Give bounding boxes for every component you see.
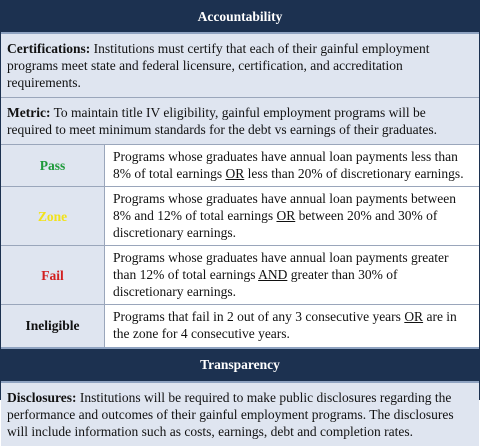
accountability-title: Accountability <box>197 8 283 24</box>
tier-row-ineligible <box>1 305 479 347</box>
tier-label-ineligible <box>1 305 105 347</box>
disclosures-label: Disclosures: <box>7 389 77 405</box>
tier-desc-ineligible <box>105 305 480 347</box>
tier-row-pass <box>1 145 479 187</box>
ineligible-desc-post: are in the zone for 4 consecutive years. <box>113 309 457 342</box>
metric-block <box>1 98 479 144</box>
fail-desc-post: greater than 30% of discretionary earnings. <box>113 267 398 299</box>
tier-table <box>1 144 479 347</box>
transparency-title: Transparency <box>200 356 280 372</box>
pass-desc-pre: Programs whose graduates have annual loan payments less than 8% of total earnings <box>113 149 458 181</box>
ineligible-label: Ineligible <box>25 318 80 334</box>
zone-desc-post: between 20% and 30% of discretionary earnings. <box>113 208 438 240</box>
metric-text: To maintain title IV eligibility, gainful employment programs will be required to meet minimum standards for the debt vs earnings of their graduates. <box>7 105 438 137</box>
transparency-header <box>1 347 479 383</box>
tier-row-zone <box>1 187 479 246</box>
fail-desc-keyword: AND <box>258 267 288 282</box>
pass-label: Pass <box>39 158 66 173</box>
tier-desc-pass <box>105 145 480 187</box>
ineligible-desc-pre: Programs that fail in 2 out of any 3 consecutive years <box>113 309 405 325</box>
zone-label: Zone <box>37 208 68 224</box>
pass-desc-keyword: OR <box>225 166 245 181</box>
fail-desc-pre: Programs whose graduates have annual loan payments greater than 12% of total earnings <box>113 250 449 282</box>
fail-label: Fail <box>41 267 64 283</box>
ineligible-desc-keyword: OR <box>404 309 424 325</box>
zone-desc-keyword: OR <box>276 208 296 223</box>
certifications-block <box>1 34 479 98</box>
disclosures-text: Institutions will be required to make public disclosures regarding the performance and outcomes of their gainful employment programs. The disclosures will include information such as costs, earnings, debt and completion rates. <box>7 389 454 439</box>
tier-desc-fail <box>105 246 480 305</box>
certifications-text: Institutions must certify that each of their gainful employment programs meet state and federal licensure, certification, and accreditation requirements. <box>7 41 430 90</box>
metric-label: Metric: <box>7 105 51 120</box>
tier-row-fail <box>1 246 479 305</box>
tier-label-zone <box>1 187 105 246</box>
accountability-header <box>1 1 479 34</box>
pass-desc-post: less than 20% of discretionary earnings. <box>244 166 464 181</box>
tier-label-fail <box>1 246 105 305</box>
certifications-label: Certifications: <box>7 41 91 56</box>
zone-desc-pre: Programs whose graduates have annual loan payments between 8% and 12% of total earnings <box>113 191 457 223</box>
disclosures-block <box>1 383 479 446</box>
tier-label-pass <box>1 145 105 187</box>
tier-desc-zone <box>105 187 480 246</box>
